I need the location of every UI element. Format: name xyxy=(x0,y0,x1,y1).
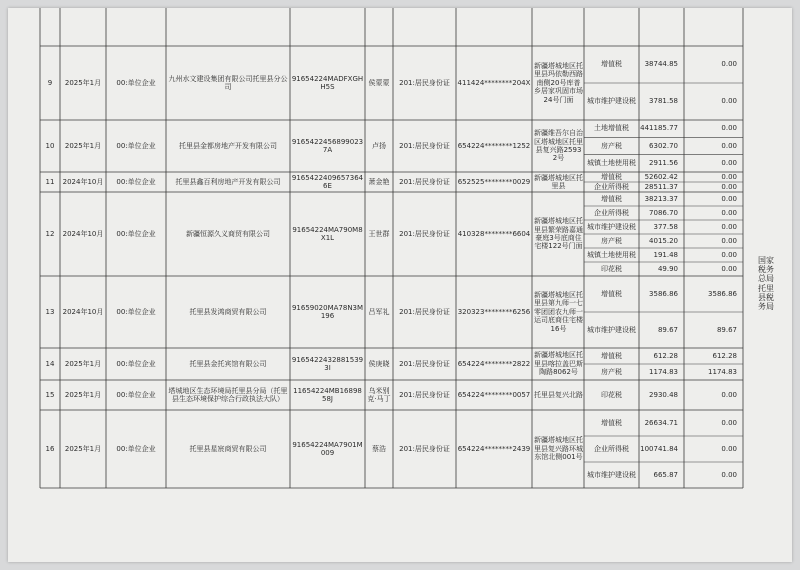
legal-rep-cell: 蔡浩 xyxy=(372,444,386,453)
tax-amount-cell: 2911.56 xyxy=(649,159,678,168)
tax-type-cell: 增值税 xyxy=(601,418,622,427)
legal-rep-cell: 侯庚晓 xyxy=(368,359,390,368)
tax-type-cell: 土地增值税 xyxy=(594,124,629,133)
legal-rep-cell: 乌米别克·马丁 xyxy=(367,386,391,403)
address-cell: 新疆维吾尔自治区塔城地区托里县复兴路25932号 xyxy=(534,129,583,163)
row-number-cell: 13 xyxy=(45,307,55,316)
paid-amount-cell: 0.00 xyxy=(721,390,737,399)
tax-amount-cell: 191.48 xyxy=(653,250,678,259)
id-number-cell: 654224********2439 xyxy=(457,444,531,453)
taxpayer-type-cell: 00:单位企业 xyxy=(116,359,156,368)
paid-amount-cell: 0.00 xyxy=(721,172,737,181)
legal-rep-cell: 卢扬 xyxy=(372,141,386,150)
tax-type-cell: 企业所得税 xyxy=(594,444,629,453)
row-number-cell: 16 xyxy=(45,444,55,453)
tax-amount-cell: 89.67 xyxy=(657,325,678,334)
paid-amount-cell: 0.00 xyxy=(721,97,737,106)
id-type-cell: 201:居民身份证 xyxy=(399,307,450,316)
taxpayer-type-cell: 00:单位企业 xyxy=(116,177,156,186)
id-type-cell: 201:居民身份证 xyxy=(399,229,450,238)
paid-amount-cell: 0.00 xyxy=(721,208,737,217)
paid-amount-cell: 0.00 xyxy=(721,470,737,479)
tax-type-cell: 城镇土地使用税 xyxy=(587,250,636,259)
tax-amount-cell: 377.58 xyxy=(653,222,678,231)
address-cell: 托里县复兴北路 xyxy=(534,390,583,399)
id-number-cell: 652525********0029 xyxy=(457,177,531,186)
tax-amount-cell: 3586.86 xyxy=(649,289,678,298)
row-number-cell: 12 xyxy=(45,229,55,238)
tax-amount-cell: 3781.58 xyxy=(649,97,678,106)
paid-amount-cell: 0.00 xyxy=(721,250,737,259)
tax-type-cell: 增值税 xyxy=(601,172,622,181)
id-type-cell: 201:居民身份证 xyxy=(399,177,450,186)
tax-type-cell: 城镇土地使用税 xyxy=(587,159,636,168)
paid-amount-cell: 0.00 xyxy=(721,182,737,191)
taxpayer-type-cell: 00:单位企业 xyxy=(116,307,156,316)
taxpayer-name-cell: 九州水文建设集团有限公司托里县分公司 xyxy=(168,74,288,91)
address-cell: 新疆塔城地区托里县繁荣路嘉通豪庭3号底商住宅楼122号门面 xyxy=(534,217,583,251)
taxpayer-type-cell: 00:单位企业 xyxy=(116,141,156,150)
tax-type-cell: 房产税 xyxy=(601,236,622,245)
tax-type-cell: 增值税 xyxy=(601,351,622,360)
credit-code-cell: 91654224096573646E xyxy=(291,173,364,190)
id-number-cell: 410328********6604 xyxy=(457,229,531,238)
taxpayer-name-cell: 托里县金托宾馆有限公司 xyxy=(189,359,267,368)
tax-type-cell: 印花税 xyxy=(601,264,622,273)
tax-type-cell: 企业所得税 xyxy=(594,182,629,191)
taxpayer-type-cell: 00:单位企业 xyxy=(116,390,156,399)
period-cell: 2024年10月 xyxy=(62,307,104,316)
paid-amount-cell: 0.00 xyxy=(721,264,737,273)
tax-type-cell: 房产税 xyxy=(601,141,622,150)
credit-code-cell: 91659020MA78N3M196 xyxy=(291,303,364,320)
period-cell: 2025年1月 xyxy=(64,444,102,453)
paid-amount-cell: 89.67 xyxy=(716,325,737,334)
period-cell: 2025年1月 xyxy=(64,390,102,399)
legal-rep-cell: 萧金艳 xyxy=(368,177,390,186)
taxpayer-name-cell: 托里县发鸿商贸有限公司 xyxy=(189,307,267,316)
row-number-cell: 10 xyxy=(45,141,55,150)
taxpayer-name-cell: 新疆恒源久义商贸有限公司 xyxy=(186,229,270,238)
period-cell: 2025年1月 xyxy=(64,141,102,150)
taxpayer-name-cell: 塔城地区生态环境局托里县分局（托里县生态环境保护综合行政执法大队） xyxy=(168,386,288,403)
id-number-cell: 654224********2822 xyxy=(457,359,531,368)
paid-amount-cell: 612.28 xyxy=(712,351,737,360)
id-number-cell: 654224********1252 xyxy=(457,141,531,150)
tax-type-cell: 增值税 xyxy=(601,60,622,69)
tax-amount-cell: 6302.70 xyxy=(649,141,678,150)
paid-amount-cell: 0.00 xyxy=(721,159,737,168)
tax-amount-cell: 612.28 xyxy=(653,351,678,360)
tax-type-cell: 增值税 xyxy=(601,289,622,298)
taxpayer-name-cell: 托里县星宸商贸有限公司 xyxy=(189,444,267,453)
legal-rep-cell: 侯蒙蒙 xyxy=(368,78,390,87)
paid-amount-cell: 0.00 xyxy=(721,194,737,203)
tax-amount-cell: 2930.48 xyxy=(649,390,678,399)
tax-type-cell: 房产税 xyxy=(601,367,622,376)
credit-code-cell: 91654224MA7901M009 xyxy=(292,440,363,457)
paid-amount-cell: 0.00 xyxy=(721,141,737,150)
tax-type-cell: 印花税 xyxy=(601,390,622,399)
tax-amount-cell: 38744.85 xyxy=(644,60,678,69)
credit-code-cell: 11654224MB1689858J xyxy=(293,386,362,403)
taxpayer-type-cell: 00:单位企业 xyxy=(116,444,156,453)
paid-amount-cell: 0.00 xyxy=(721,444,737,453)
tax-type-cell: 城市维护建设税 xyxy=(587,97,636,106)
credit-code-cell: 91654224328815393I xyxy=(291,355,364,372)
tax-type-cell: 城市维护建设税 xyxy=(587,222,636,231)
tax-amount-cell: 1174.83 xyxy=(649,367,678,376)
id-type-cell: 201:居民身份证 xyxy=(399,390,450,399)
id-number-cell: 320323********6256 xyxy=(457,307,531,316)
id-type-cell: 201:居民身份证 xyxy=(399,359,450,368)
tax-amount-cell: 28511.37 xyxy=(644,182,678,191)
period-cell: 2025年1月 xyxy=(64,359,102,368)
tax-amount-cell: 100741.84 xyxy=(640,444,678,453)
tax-amount-cell: 26634.71 xyxy=(644,418,678,427)
credit-code-cell: 91654224MADFXGHH5S xyxy=(291,74,364,91)
tax-amount-cell: 7086.70 xyxy=(649,208,678,217)
row-number-cell: 15 xyxy=(45,390,55,399)
taxpayer-type-cell: 00:单位企业 xyxy=(116,78,156,87)
row-number-cell: 11 xyxy=(45,177,55,186)
issuing-authority-note: 国家税务总局托里县税务局 xyxy=(758,256,774,311)
period-cell: 2024年10月 xyxy=(62,177,104,186)
paid-amount-cell: 0.00 xyxy=(721,418,737,427)
tax-amount-cell: 4015.20 xyxy=(649,236,678,245)
address-cell: 新疆塔城地区托里县 xyxy=(534,173,583,190)
tax-type-cell: 城市维护建设税 xyxy=(587,470,636,479)
tax-type-cell: 城市维护建设税 xyxy=(587,325,636,334)
id-type-cell: 201:居民身份证 xyxy=(399,78,450,87)
paid-amount-cell: 0.00 xyxy=(721,60,737,69)
tax-type-cell: 企业所得税 xyxy=(594,208,629,217)
address-cell: 新疆塔城地区托里县玛依勒西路南侧20号库普乡居家巩固市场24号门面 xyxy=(534,62,583,104)
row-number-cell: 14 xyxy=(45,359,55,368)
taxpayer-name-cell: 托里县金都房地产开发有限公司 xyxy=(179,141,277,150)
document-page xyxy=(8,8,792,562)
address-cell: 新疆塔城地区托里县复兴路环城东馆北侧001号 xyxy=(534,436,583,462)
taxpayer-type-cell: 00:单位企业 xyxy=(116,229,156,238)
tax-amount-cell: 441185.77 xyxy=(640,124,678,133)
paid-amount-cell: 3586.86 xyxy=(708,289,737,298)
paid-amount-cell: 0.00 xyxy=(721,236,737,245)
paid-amount-cell: 0.00 xyxy=(721,124,737,133)
tax-amount-cell: 52602.42 xyxy=(644,172,678,181)
credit-code-cell: 91654224MA790M8X1L xyxy=(292,225,363,242)
tax-amount-cell: 38213.37 xyxy=(644,194,678,203)
tax-type-cell: 增值税 xyxy=(601,194,622,203)
id-type-cell: 201:居民身份证 xyxy=(399,141,450,150)
paid-amount-cell: 0.00 xyxy=(721,222,737,231)
tax-amount-cell: 665.87 xyxy=(653,470,678,479)
address-cell: 新疆塔城地区托里县第九师一七零团团农九师一运司底商住宅楼16号 xyxy=(534,291,583,333)
paid-amount-cell: 1174.83 xyxy=(708,367,737,376)
id-type-cell: 201:居民身份证 xyxy=(399,444,450,453)
period-cell: 2025年1月 xyxy=(64,78,102,87)
id-number-cell: 654224********0057 xyxy=(457,390,531,399)
address-cell: 新疆塔城地区托里县喀拉盖巴斯陶路8062号 xyxy=(534,351,583,377)
id-number-cell: 411424********204X xyxy=(457,78,531,87)
row-number-cell: 9 xyxy=(47,78,53,87)
credit-code-cell: 91654224568990237A xyxy=(291,137,364,154)
period-cell: 2024年10月 xyxy=(62,229,104,238)
taxpayer-name-cell: 托里县鑫百利房地产开发有限公司 xyxy=(175,177,281,186)
legal-rep-cell: 吕军礼 xyxy=(368,307,390,316)
tax-amount-cell: 49.90 xyxy=(657,264,678,273)
legal-rep-cell: 王世群 xyxy=(368,229,390,238)
